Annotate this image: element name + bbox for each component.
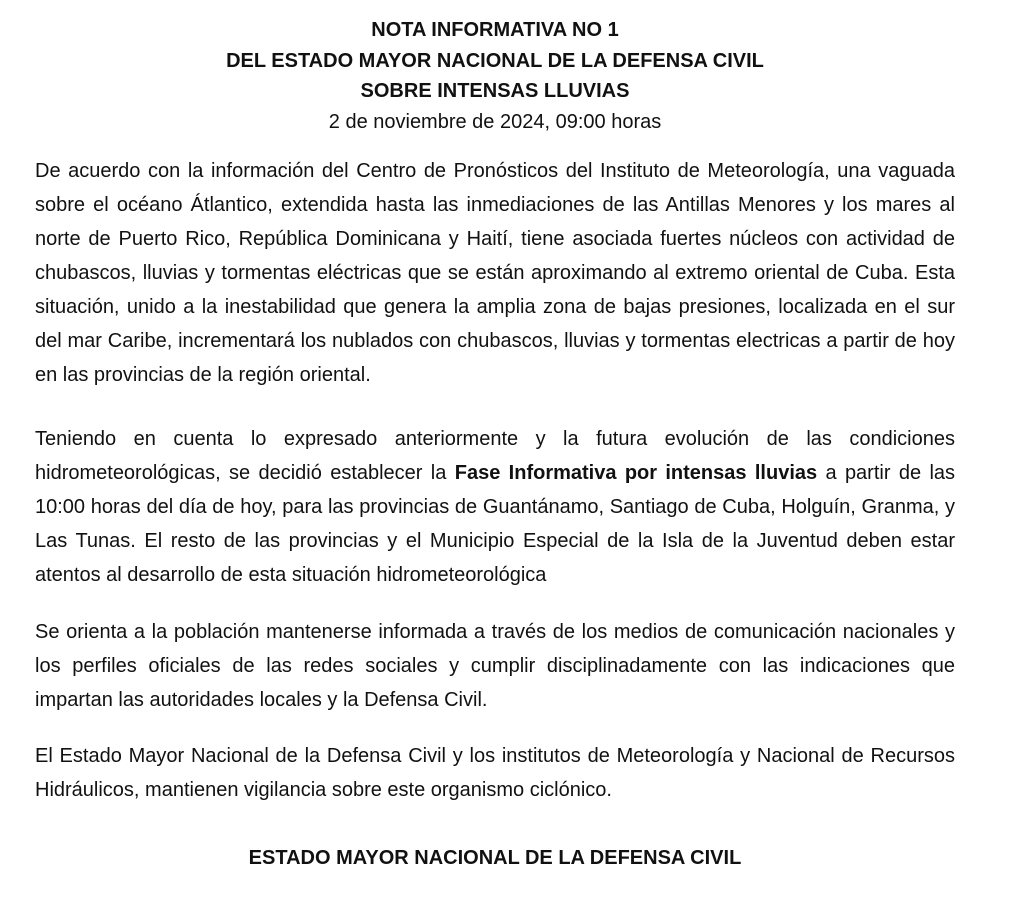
paragraph-phase-declaration [35, 422, 955, 592]
document-subject: SOBRE INTENSAS LLUVIAS [360, 80, 630, 102]
paragraph-guidance: Se orienta a la población mantenerse informada a través de los medios de comunicación nacionales y los perfiles oficiales de las redes sociales y cumplir disciplinadamente con las indicaciones que impartan las autoridades locales y la Defensa Civil. [35, 621, 955, 711]
paragraph-phase-text-start: Teniendo en cuenta lo expresado anteriormente y la futura evolución de las condiciones hidrometeorológicas, se decidió establecer la [35, 428, 955, 484]
phase-name: Fase Informativa por intensas lluvias [454, 462, 818, 484]
document-date: 2 de noviembre de 2024, 09:00 horas [328, 111, 662, 133]
document-title: NOTA INFORMATIVA NO 1 [371, 19, 619, 41]
issuing-authority: DEL ESTADO MAYOR NACIONAL DE LA DEFENSA CIVIL [226, 50, 764, 72]
signature: ESTADO MAYOR NACIONAL DE LA DEFENSA CIVIL [248, 847, 742, 869]
paragraph-phase-text-end: a partir de las 10:00 horas del día de hoy, para las provincias de Guantánamo, Santiago de Cuba, Holguín, Granma, y Las Tunas. El resto de las provincias y el Municipio Especial de la Isla de la Juventud deben estar atentos al desarrollo de esta situación hidrometeorológica [35, 462, 956, 586]
paragraph-vigilance: El Estado Mayor Nacional de la Defensa Civil y los institutos de Meteorología y Nacional de Recursos Hidráulicos, mantienen vigilancia sobre este organismo ciclónico. [35, 745, 955, 801]
paragraph-situation: De acuerdo con la información del Centro de Pronósticos del Instituto de Meteorología, una vaguada sobre el océano Átlantico, extendida hasta las inmediaciones de las Antillas Menores y los mares al norte de Puerto Rico, República Dominicana y Haití, tiene asociada fuertes núcleos con actividad de chubascos, lluvias y tormentas eléctricas que se están aproximando al extremo oriental de Cuba. Esta situación, unido a la inestabilidad que genera la amplia zona de bajas presiones, localizada en el sur del mar Caribe, incrementará los nublados con chubascos, lluvias y tormentas electricas a partir de hoy en las provincias de la región oriental. [35, 160, 955, 386]
